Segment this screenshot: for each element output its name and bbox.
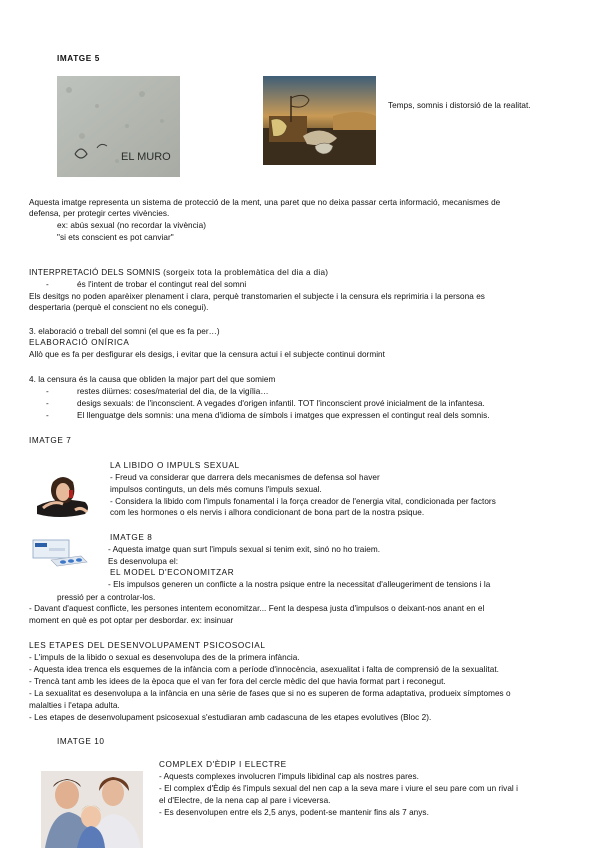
bullet-dash: - — [46, 411, 49, 420]
etapes-line-2: - Aquesta idea trenca els esquemes de la infància com a període d'innocència, asexualitat i falta de comprensió de la sexualitat. — [29, 665, 499, 674]
etapes-title: LES ETAPES DEL DESENVOLUPAMENT PSICOSOCIAL — [29, 641, 266, 650]
censura-bullet-1: restes diürnes: coses/material del dia, de la vigília… — [77, 387, 269, 396]
complex-line-4: - Es desenvolupen entre els 2,5 anys, podent-se mantenir fins als 7 anys. — [159, 808, 429, 817]
imatge8-line-1: - Aquesta imatge quan surt l'impuls sexual si tenim exit, sinó no ho traiem. — [108, 545, 381, 554]
para1-example-1: ex: abús sexual (no recordar la vivència) — [57, 221, 207, 230]
imatge8-line-6: moment en què es pot optar per desbordar. ex: insinuar — [29, 616, 234, 625]
interpretacio-bullet: és l'intent de trobar el contingut real del somni — [77, 280, 247, 289]
imatge7-label: IMATGE 7 — [29, 436, 72, 445]
imatge8-line-2: Es desenvolupa el: — [108, 557, 179, 566]
libido-title: LA LIBIDO O IMPULS SEXUAL — [110, 461, 240, 470]
interpretacio-line1: Els desitgs no poden aparèixer plenament i clara, perquè transtomarien el subjecte i la censura els reprimiria i la persona es — [29, 292, 485, 301]
etapes-line-1: - L'impuls de la libido o sexual es desenvolupa des de la primera infància. — [29, 653, 300, 662]
complex-line-1: - Aquests complexes involucren l'impuls libidinal cap als nostres pares. — [159, 772, 420, 781]
pill-pack-image — [29, 534, 93, 570]
etapes-line-5: malalties i l'etapa adulta. — [29, 701, 120, 710]
etapes-line-3: - Trencà tant amb les idees de la època que el van fer fora del cercle mèdic del que havia format part i reconegut. — [29, 677, 446, 686]
para1-example-2: "si ets conscient es pot canviar" — [57, 233, 174, 242]
para1-line1: Aquesta imatge representa un sistema de protecció de la ment, una paret que no deixa passar certa informació, mecanismes de — [29, 198, 501, 207]
elaboracio-onirica-title: ELABORACIÓ ONÍRICA — [29, 338, 130, 347]
interpretacio-title: INTERPRETACIÓ DELS SOMNIS (sorgeix tota la problemàtica del dia a dia) — [29, 268, 329, 277]
dali-painting-image — [263, 76, 376, 165]
libido-line-3: - Considera la libido com l'impuls fonamental i la força creador de l'energia vital, condicionada per factors — [110, 497, 496, 506]
elaboracio-onirica-desc: Allò que es fa per desfigurar els desigs, i evitar que la censura actui i el subjecte continui dormint — [29, 350, 385, 359]
bullet-dash: - — [46, 387, 49, 396]
etapes-line-4: - La sexualitat es desenvolupa a la infància en una sèrie de fases que si no es superen de forma adaptativa, produeix símptomes o — [29, 689, 511, 698]
imatge5-caption: Temps, somnis i distorsió de la realitat. — [388, 101, 531, 110]
imatge10-label: IMATGE 10 — [57, 737, 105, 746]
libido-line-1: - Freud va considerar que darrera dels mecanismes de defensa sol haver — [110, 473, 380, 482]
imatge8-line-5: - Davant d'aquest conflicte, les persones intentem economitzar... Fent la despesa justa d'impulsos o deixant-nos anant en el — [29, 604, 485, 613]
libido-line-4: com les hormones o els nervis i alhora condicionant de bona part de la nostra psique. — [110, 508, 425, 517]
bullet-dash: - — [46, 399, 49, 408]
wall-image — [57, 76, 180, 177]
para1-line2: defensa, per protegir certes vivències. — [29, 209, 170, 218]
imatge8-line-3: - Els impulsos generen un conflicte a la nostra psique entre la necessitat d'alleugeriment de tensions i la — [108, 580, 491, 589]
etapes-line-6: - Les etapes de desenvolupament psicosexual s'estudiaran amb cadascuna de les etapes evolutives (Bloc 2). — [29, 713, 432, 722]
complex-edip-title: COMPLEX D'ÈDIP I ELECTRE — [159, 760, 287, 769]
complex-line-3: el d'Electre, de la nena cap al pare i viceversa. — [159, 796, 331, 805]
imatge5-label: IMATGE 5 — [57, 54, 100, 63]
imatge8-line-4: pressió per a controlar-los. — [57, 593, 156, 602]
complex-line-2: - El complex d'Èdip és l'impuls sexual del nen cap a la seva mare i viure el seu pare com un rival i — [159, 784, 518, 793]
model-economitzar-title: EL MODEL D'ECONOMITZAR — [110, 568, 235, 577]
item4-heading: 4. la censura és la causa que obliden la major part del que somiem — [29, 375, 276, 384]
bullet-dash: - — [46, 280, 49, 289]
item3-heading: 3. elaboració o treball del somni (el que es fa per…) — [29, 327, 220, 336]
interpretacio-line2: despertaria (perquè el conscient no els conegui). — [29, 303, 209, 312]
woman-phone-image — [31, 470, 95, 518]
wall-graffiti-text: EL MURO — [121, 151, 171, 163]
family-photo-image — [41, 771, 143, 848]
imatge8-label: IMATGE 8 — [110, 533, 153, 542]
libido-line-2: impulsos continguts, un dels més comuns l'impuls sexual. — [110, 485, 322, 494]
censura-bullet-3: El llenguatge dels somnis: una mena d'idioma de símbols i imatges que expressen el contingut real dels somnis. — [77, 411, 490, 420]
censura-bullet-2: desigs sexuals: de l'inconscient. A vegades d'origen infantil. TOT l'inconscient prové inicialment de la infantesa. — [77, 399, 485, 408]
